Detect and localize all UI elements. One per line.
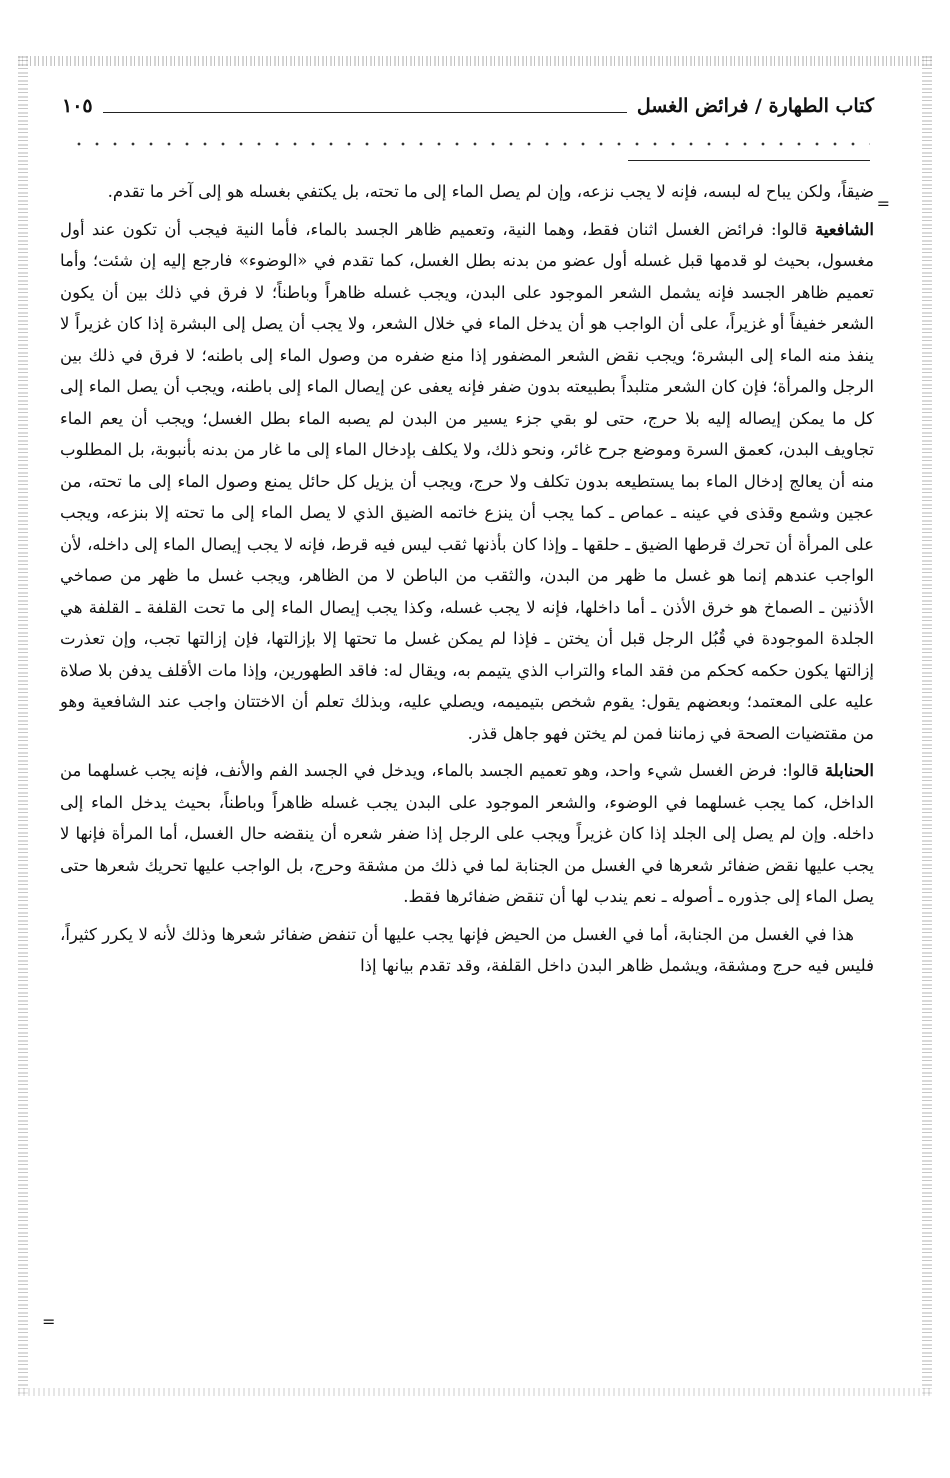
footnote-separator-line (628, 160, 870, 161)
dotted-separator (70, 142, 870, 146)
running-title: كتاب الطهارة / فرائض الغسل (636, 95, 874, 117)
paragraph-4-text: هذا في الغسل من الجنابة، أما في الغسل من الحيض فإنها يجب عليها أن تنفض ضفائر شعرها وذلك لأنه لا يكرر كثيراً، فليس فيه حرج ومشقة، ويشمل ظاهر البدن داخل القلفة، وقد تقدم بيانها إذا (60, 924, 874, 975)
paragraph-1 (60, 176, 874, 208)
ornamental-border-top (18, 56, 932, 66)
ornamental-border-left (18, 56, 28, 1396)
paragraph-shafii-text: قالوا: فرائض الغسل اثنان فقط، وهما النية، وتعميم ظاهر الجسد بالماء، فأما النية فيجب أن تكون عند أول مغسول، بحيث لو قدمها قبل غسله أول عضو من بدنه بطل الغسل، كما تقدم في «الوضوء» فارجع إليه إن شئت؛ وأما تعميم ظاهر الجسد فإنه يشمل الشعر الموجود على البدن، ويجب غسله ظاهراً وباطناً؛ لا فرق في ذلك بين أن يكون الشعر خفيفاً أو غزيراً، على أن الواجب هو أن يدخل الماء في خلال الشعر، ولا يجب أن يصل إلى البشرة إذا كان غزيراً لا ينفذ منه الماء إلى البشرة؛ ويجب نقض الشعر المضفور إذا منع ضفره من وصول الماء إلى باطنه؛ لا فرق في ذلك بين الرجل والمرأة؛ فإن كان الشعر متلبداً بطبيعته بدون ضفر فإنه يعفى عن إيصال الماء إلى باطنه، ويجب أن يصل الماء إلى كل ما يمكن إيصاله إليه بلا حرج، حتى لو بقي جزء يسير من البدن لم يصبه الماء بطل الغسل؛ ويجب أن يعم الماء تجاويف البدن، كعمق السرة وموضع جرح غائر، ونحو ذلك، ولا يكلف بإدخال الماء إلى ما غار من بدنه بأنبوبة، بل المطلوب منه أن يعالج إدخال الماء بما يستطيعه بدون تكلف ولا حرج، ويجب أن يزيل كل حائل يمنع وصول الماء إلى ما تحته، من عجين وشمع وقذى في عينه ـ عماص ـ كما يجب أن ينزع خاتمه الضيق الذي لا يصل الماء إلى ما تحته إلا بنزعه، ويجب على المرأة أن تحرك قرطها الضيق ـ حلقها ـ وإذا كان بأذنها ثقب ليس فيه قرط، فإنه لا يجب إيصال الماء إلى داخله، لأن الواجب عندهم إنما هو غسل ما ظهر من البدن، والثقب من الباطن لا من الظاهر، ويجب غسل ما ظهر من صماخي الأذنين ـ الصماخ هو خرق الأذن ـ أما داخلها، فإنه لا يجب غسله، وكذا يجب إيصال الماء إلى ما تحت القلفة ـ القلفة هي الجلدة الموجودة في قُبُل الرجل قبل أن يختن ـ فإذا لم يمكن غسل ما تحتها إلا بإزالتها، فإن إزالتها تجب، وإن تعذرت إزالتها يكون حكمه كحكم من فقد الماء والتراب الذي يتيمم به، ويقال له: فاقد الطهورين، وإذا مات الأقلف يدفن بلا صلاة عليه على المعتمد؛ وبعضهم يقول: يقوم شخص بتيميمه، ويصلي عليه، وبذلك تعلم أن الاختتان واجب عند الشافعية وهو من مقتضيات الصحة في زماننا فمن لم يختن فهو جاهل قذر. (60, 219, 874, 743)
header-rule (103, 100, 627, 113)
page-header (62, 92, 874, 120)
ornamental-border-bottom (18, 1388, 932, 1396)
paragraph-shafii-lead: الشافعية (814, 219, 874, 239)
paragraph-hanbali-text: قالوا: فرض الغسل شيء واحد، وهو تعميم الجسد بالماء، ويدخل في الجسد الفم والأنف، فإنه يجب غسلهما من الداخل، كما يجب غسلهما في الوضوء، والشعر الموجود على البدن يجب غسله ظاهراً وباطناً، بحيث يدخل الماء إلى داخله. وإن لم يصل إلى الجلد إذا كان غزيراً ويجب على الرجل إذا ضفر شعره أن ينقضه حال الغسل، أما المرأة فإنها لا يجب عليها نقض ضفائر شعرها في الغسل من الجنابة لما في ذلك من مشقة وحرج، بل الواجب عليها تحريك شعرها حتى يصل الماء إلى جذوره ـ أصوله ـ نعم يندب لها أن تنقض ضفائرها فقط. (60, 761, 874, 906)
paragraph-1-text: ضيقاً، ولكن يباح له لبسه، فإنه لا يجب نزعه، وإن لم يصل الماء إلى ما تحته، بل يكتفي بغسله هو إلى آخر ما تقدم. (107, 182, 874, 201)
paragraph-hanbali (60, 755, 874, 913)
body-text (60, 176, 874, 988)
continuation-mark-end: = (42, 1312, 56, 1331)
continuation-mark-start: = (876, 194, 890, 213)
paragraph-hanbali-lead: الحنابلة (824, 761, 874, 780)
paragraph-shafii (60, 214, 874, 750)
paragraph-4 (60, 919, 874, 982)
page-number: ١٠٥ (62, 95, 93, 117)
ornamental-border-right (922, 56, 932, 1396)
